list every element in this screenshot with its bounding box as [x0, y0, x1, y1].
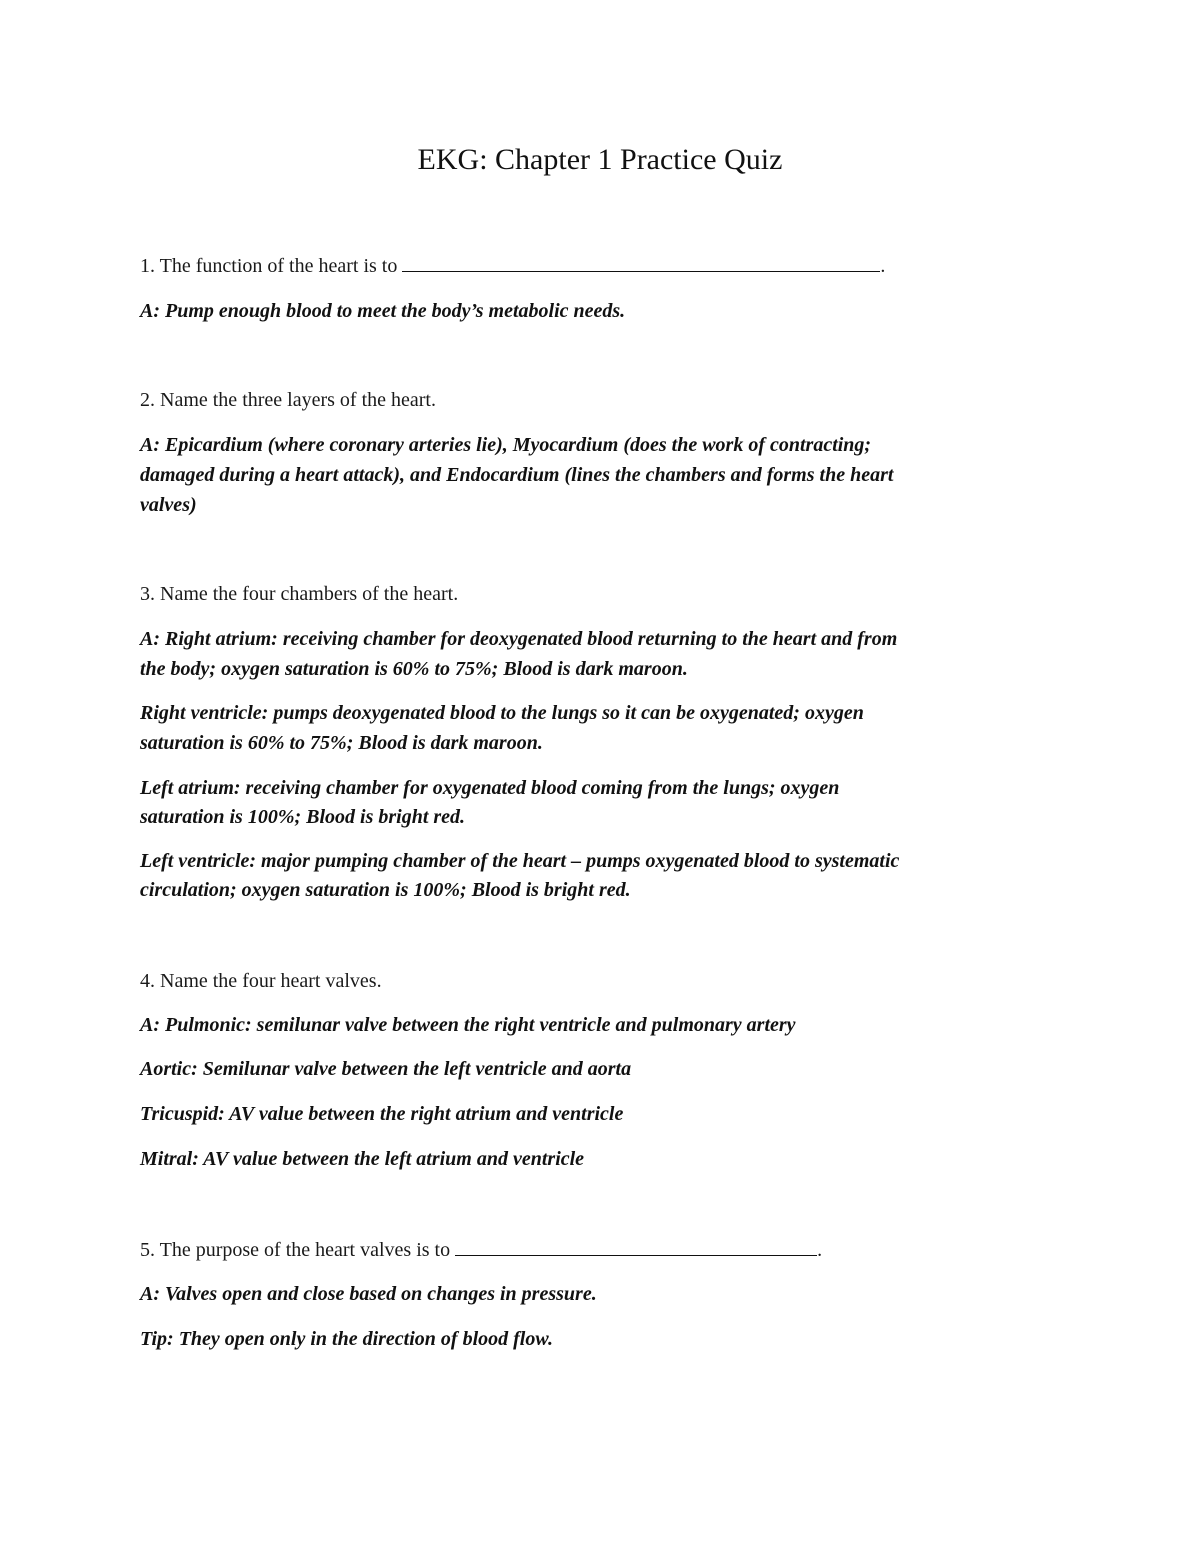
question-2-answer-line: damaged during a heart attack), and Endocardium (lines the chambers and forms the heart [140, 464, 894, 486]
question-3-answer-line: Left atrium: receiving chamber for oxygenated blood coming from the lungs; oxygen [140, 777, 840, 799]
answer-blank [402, 251, 880, 272]
question-4-answer-line: Tricuspid: AV value between the right atrium and ventricle [140, 1103, 624, 1125]
question-3-answer-line: Left ventricle: major pumping chamber of the heart – pumps oxygenated blood to systematic [140, 850, 900, 872]
question-5-text: 5. The purpose of the heart valves is to [140, 1239, 451, 1261]
question-3-answer-line: Right ventricle: pumps deoxygenated blood to the lungs so it can be oxygenated; oxygen [140, 702, 864, 724]
question-1-prompt [140, 251, 1060, 281]
question-4-answer-line: Aortic: Semilunar valve between the left ventricle and aorta [140, 1058, 632, 1080]
question-4-answer-line: A: Pulmonic: semilunar valve between the right ventricle and pulmonary artery [140, 1014, 796, 1036]
question-3-answer-line: the body; oxygen saturation is 60% to 75%; Blood is dark maroon. [140, 658, 688, 680]
question-2-answer-line: A: Epicardium (where coronary arteries lie), Myocardium (does the work of contracting; [140, 434, 872, 456]
question-4-answer-line: Mitral: AV value between the left atrium and ventricle [140, 1148, 585, 1170]
question-1-text: 1. The function of the heart is to [140, 255, 398, 277]
answer-blank [455, 1235, 817, 1256]
question-5-answer-line: A: Valves open and close based on changes in pressure. [140, 1283, 597, 1305]
page-title: EKG: Chapter 1 Practice Quiz [417, 143, 783, 176]
question-5-tip: Tip: They open only in the direction of blood flow. [140, 1328, 553, 1350]
question-3-answer-line: A: Right atrium: receiving chamber for deoxygenated blood returning to the heart and from [140, 628, 898, 650]
question-4-prompt: 4. Name the four heart valves. [140, 970, 382, 992]
question-3-answer-line: saturation is 100%; Blood is bright red. [140, 806, 466, 828]
question-5-prompt [140, 1235, 1060, 1265]
question-3-answer-line: circulation; oxygen saturation is 100%; Blood is bright red. [140, 879, 631, 901]
question-1-answer: A: Pump enough blood to meet the body’s metabolic needs. [140, 300, 626, 322]
question-5-period: . [817, 1239, 823, 1261]
question-3-answer-line: saturation is 60% to 75%; Blood is dark maroon. [140, 732, 543, 754]
question-1-period: . [880, 255, 886, 277]
question-2-prompt: 2. Name the three layers of the heart. [140, 389, 436, 411]
question-2-answer-line: valves) [140, 494, 197, 516]
question-3-prompt: 3. Name the four chambers of the heart. [140, 583, 459, 605]
